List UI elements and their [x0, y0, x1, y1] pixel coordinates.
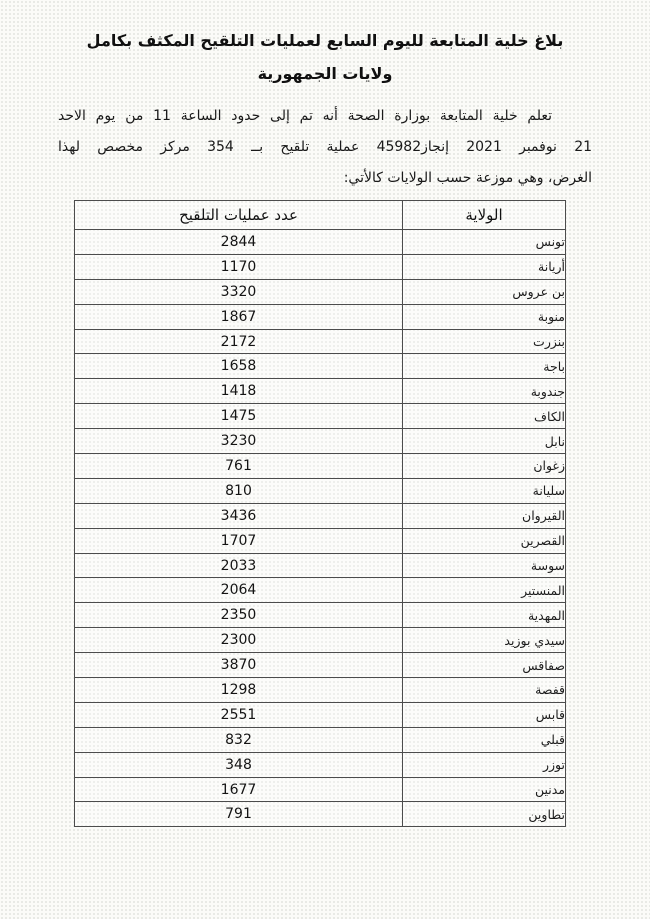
governorate-cell: نابل — [403, 429, 566, 454]
table-row — [75, 528, 566, 553]
count-cell: 1867 — [75, 304, 403, 329]
count-cell: 1707 — [75, 528, 403, 553]
table-row — [75, 752, 566, 777]
governorate-cell: سيدي بوزيد — [403, 628, 566, 653]
governorate-cell: منوبة — [403, 304, 566, 329]
count-cell: 1298 — [75, 678, 403, 703]
vaccination-table — [74, 200, 566, 827]
count-cell: 348 — [75, 752, 403, 777]
table-row — [75, 429, 566, 454]
count-cell: 761 — [75, 454, 403, 479]
count-cell: 2551 — [75, 702, 403, 727]
table-header — [75, 201, 566, 230]
count-cell: 3230 — [75, 429, 403, 454]
count-cell: 2300 — [75, 628, 403, 653]
table-row — [75, 379, 566, 404]
governorate-cell: مدنين — [403, 777, 566, 802]
table-row — [75, 230, 566, 255]
governorate-cell: القصرين — [403, 528, 566, 553]
count-cell: 2033 — [75, 553, 403, 578]
document-title-line-1: بلاغ خلية المتابعة لليوم السابع لعمليات التلقيح المكثف بكامل — [86, 31, 564, 50]
governorate-cell: أريانة — [403, 254, 566, 279]
table-row — [75, 454, 566, 479]
governorate-cell: زغوان — [403, 454, 566, 479]
document-title-line-2: ولايات الجمهورية — [257, 64, 393, 83]
count-cell: 3436 — [75, 503, 403, 528]
governorate-cell: توزر — [403, 752, 566, 777]
count-cell: 810 — [75, 478, 403, 503]
governorate-cell: قابس — [403, 702, 566, 727]
table-row — [75, 802, 566, 827]
governorate-cell: القيروان — [403, 503, 566, 528]
intro-paragraph — [58, 101, 592, 194]
intro-paragraph-line-3: الغرض، وهي موزعة حسب الولايات كالأتي: — [343, 170, 592, 186]
governorate-cell: بنزرت — [403, 329, 566, 354]
governorate-cell: الكاف — [403, 404, 566, 429]
header-governorate: الولاية — [403, 201, 566, 230]
table-row — [75, 329, 566, 354]
table-row — [75, 503, 566, 528]
table-row — [75, 727, 566, 752]
table-row — [75, 702, 566, 727]
count-cell: 2350 — [75, 603, 403, 628]
table-row — [75, 354, 566, 379]
governorate-cell: بن عروس — [403, 279, 566, 304]
governorate-cell: المهدية — [403, 603, 566, 628]
table-row — [75, 254, 566, 279]
count-cell: 791 — [75, 802, 403, 827]
intro-paragraph-line-2: 21 نوفمبر 2021 إنجاز45982 عملية تلقيح بــ 354 مركز مخصص لهذا — [58, 139, 593, 155]
table-header-row — [75, 201, 566, 230]
count-cell: 1418 — [75, 379, 403, 404]
governorate-cell: جندوبة — [403, 379, 566, 404]
table-row — [75, 653, 566, 678]
governorate-cell: قفصة — [403, 678, 566, 703]
count-cell: 1170 — [75, 254, 403, 279]
governorate-cell: باجة — [403, 354, 566, 379]
table-row — [75, 628, 566, 653]
count-cell: 2172 — [75, 329, 403, 354]
governorate-cell: سليانة — [403, 478, 566, 503]
table-row — [75, 478, 566, 503]
table-row — [75, 678, 566, 703]
count-cell: 1658 — [75, 354, 403, 379]
count-cell: 832 — [75, 727, 403, 752]
table-row — [75, 553, 566, 578]
governorate-cell: المنستير — [403, 578, 566, 603]
document-title — [0, 0, 650, 90]
governorate-cell: تطاوين — [403, 802, 566, 827]
count-cell: 2064 — [75, 578, 403, 603]
intro-paragraph-line-1: تعلم خلية المتابعة بوزارة الصحة أنه تم إلى حدود الساعة 11 من يوم الاحد — [58, 108, 552, 124]
count-cell: 1475 — [75, 404, 403, 429]
count-cell: 2844 — [75, 230, 403, 255]
table-row — [75, 578, 566, 603]
header-count: عدد عمليات التلقيح — [75, 201, 403, 230]
table-row — [75, 404, 566, 429]
table-row — [75, 603, 566, 628]
table-row — [75, 304, 566, 329]
count-cell: 3870 — [75, 653, 403, 678]
governorate-cell: صفاقس — [403, 653, 566, 678]
governorate-cell: سوسة — [403, 553, 566, 578]
count-cell: 1677 — [75, 777, 403, 802]
governorate-cell: تونس — [403, 230, 566, 255]
table-row — [75, 279, 566, 304]
table-row — [75, 777, 566, 802]
table-body — [75, 230, 566, 827]
governorate-cell: قبلي — [403, 727, 566, 752]
count-cell: 3320 — [75, 279, 403, 304]
